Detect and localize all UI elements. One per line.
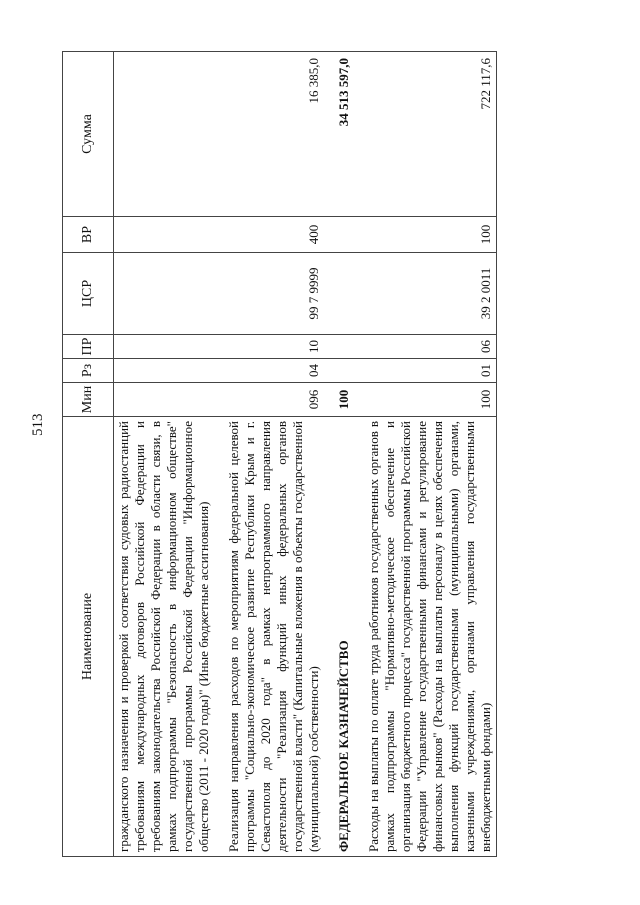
row-name: Расходы на выплаты по оплате труда работников государственных органов в рамках подпрограммы "Нормативно-методическое обеспечение и организация бюджетного процесса" государственной программы Российской Федерации "Управление государственными финансами и регулирование финансовых рынков" (Расходы на выплаты персоналу в целях обеспечения выполнения функций государственными (муниципальными) органами, казенными учреждениями, органами управления государственными внебюджетными фондами)	[364, 417, 497, 857]
row-csr: 99 7 9999	[224, 253, 324, 335]
row-spacer	[354, 52, 364, 857]
row-vr: 400	[224, 217, 324, 253]
row-vr: 100	[364, 217, 497, 253]
row-min: 100	[364, 383, 497, 417]
header-rz: Рз	[63, 359, 114, 383]
row-min	[114, 383, 215, 417]
row-rz: 01	[364, 359, 497, 383]
row-sum	[114, 52, 215, 217]
row-spacer	[214, 52, 224, 857]
row-sum: 722 117,6	[364, 52, 497, 217]
row-csr	[114, 253, 215, 335]
header-sum: Сумма	[63, 52, 114, 217]
budget-table	[62, 51, 497, 857]
row-rz	[114, 359, 215, 383]
row-sum: 16 385,0	[224, 52, 324, 217]
header-name: Наименование	[63, 417, 114, 857]
table-row	[114, 52, 215, 857]
row-name: Реализация направления расходов по мероприятиям федеральной целевой программы "Социально-экономическое развитие Республики Крым и г. Севастополя до 2020 года" в рамках непрограммного направления деятельности "Реализация функций иных федеральных органов государственной власти" (Капитальные вложения в объекты государственной (муниципальной) собственности)	[224, 417, 324, 857]
budget-table-container	[62, 52, 612, 857]
table-header-row	[63, 52, 114, 857]
row-name: ФЕДЕРАЛЬНОЕ КАЗНАЧЕЙСТВО	[334, 417, 354, 857]
row-min: 100	[334, 383, 354, 417]
row-pr	[114, 335, 215, 359]
row-vr	[334, 217, 354, 253]
table-row	[364, 52, 497, 857]
row-spacer	[324, 52, 334, 857]
table-row	[224, 52, 324, 857]
row-pr: 10	[224, 335, 324, 359]
header-pr: ПР	[63, 335, 114, 359]
row-sum: 34 513 597,0	[334, 52, 354, 217]
row-rz	[334, 359, 354, 383]
row-name: гражданского назначения и проверкой соответствия судовых радиостанций требованиям международных договоров Российской Федерации и требованиям законодательства Российской Федерации в области связи, в рамках подпрограммы "Безопасность в информационном обществе" государственной программы Российской Федерации "Информационное общество (2011 - 2020 годы)" (Иные бюджетные ассигнования)	[114, 417, 215, 857]
row-csr	[334, 253, 354, 335]
page-number: 513	[30, 413, 46, 436]
row-csr: 39 2 0011	[364, 253, 497, 335]
row-vr	[114, 217, 215, 253]
header-vr: ВР	[63, 217, 114, 253]
row-rz: 04	[224, 359, 324, 383]
table-row	[334, 52, 354, 857]
header-min: Мин	[63, 383, 114, 417]
header-csr: ЦСР	[63, 253, 114, 335]
row-pr: 06	[364, 335, 497, 359]
row-min: 096	[224, 383, 324, 417]
row-pr	[334, 335, 354, 359]
